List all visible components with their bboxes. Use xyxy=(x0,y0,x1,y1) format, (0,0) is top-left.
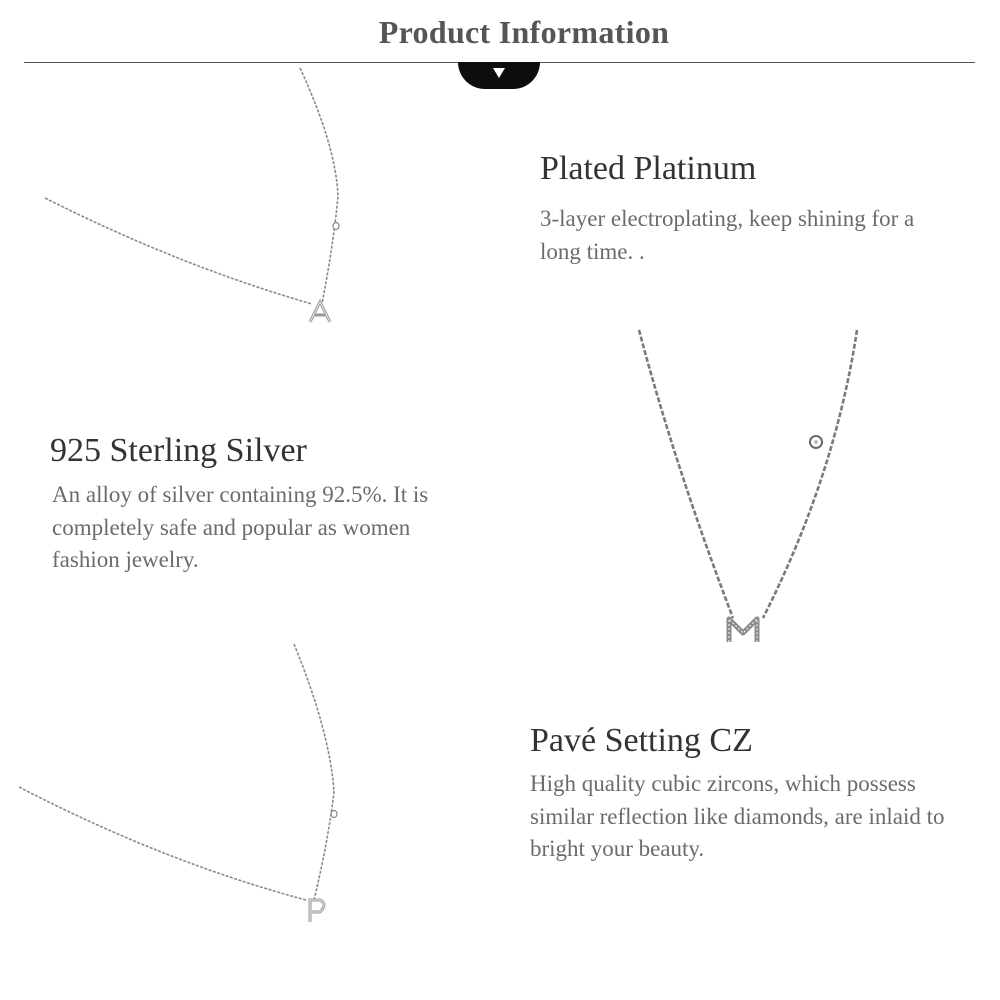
down-arrow-icon xyxy=(493,68,505,78)
header-tab xyxy=(458,62,540,89)
feature-desc-plated-platinum: 3-layer electroplating, keep shining for a long time. . xyxy=(540,206,915,264)
feature-title-pave-setting: Pavé Setting CZ xyxy=(530,722,753,759)
necklace-letter-p-image xyxy=(14,642,344,932)
feature-desc-sterling-silver: An alloy of silver containing 92.5%. It is completely safe and popular as women fashion jewelry. xyxy=(52,482,429,573)
necklace-letter-m-image xyxy=(635,326,865,656)
section-title: Product Information xyxy=(378,14,670,50)
necklace-letter-a-image xyxy=(40,66,360,336)
feature-title-sterling-silver: 925 Sterling Silver xyxy=(50,432,307,469)
feature-title-plated-platinum: Plated Platinum xyxy=(540,150,757,187)
feature-desc-pave-setting: High quality cubic zircons, which possess similar reflection like diamonds, are inlaid to bright your beauty. xyxy=(530,771,945,862)
